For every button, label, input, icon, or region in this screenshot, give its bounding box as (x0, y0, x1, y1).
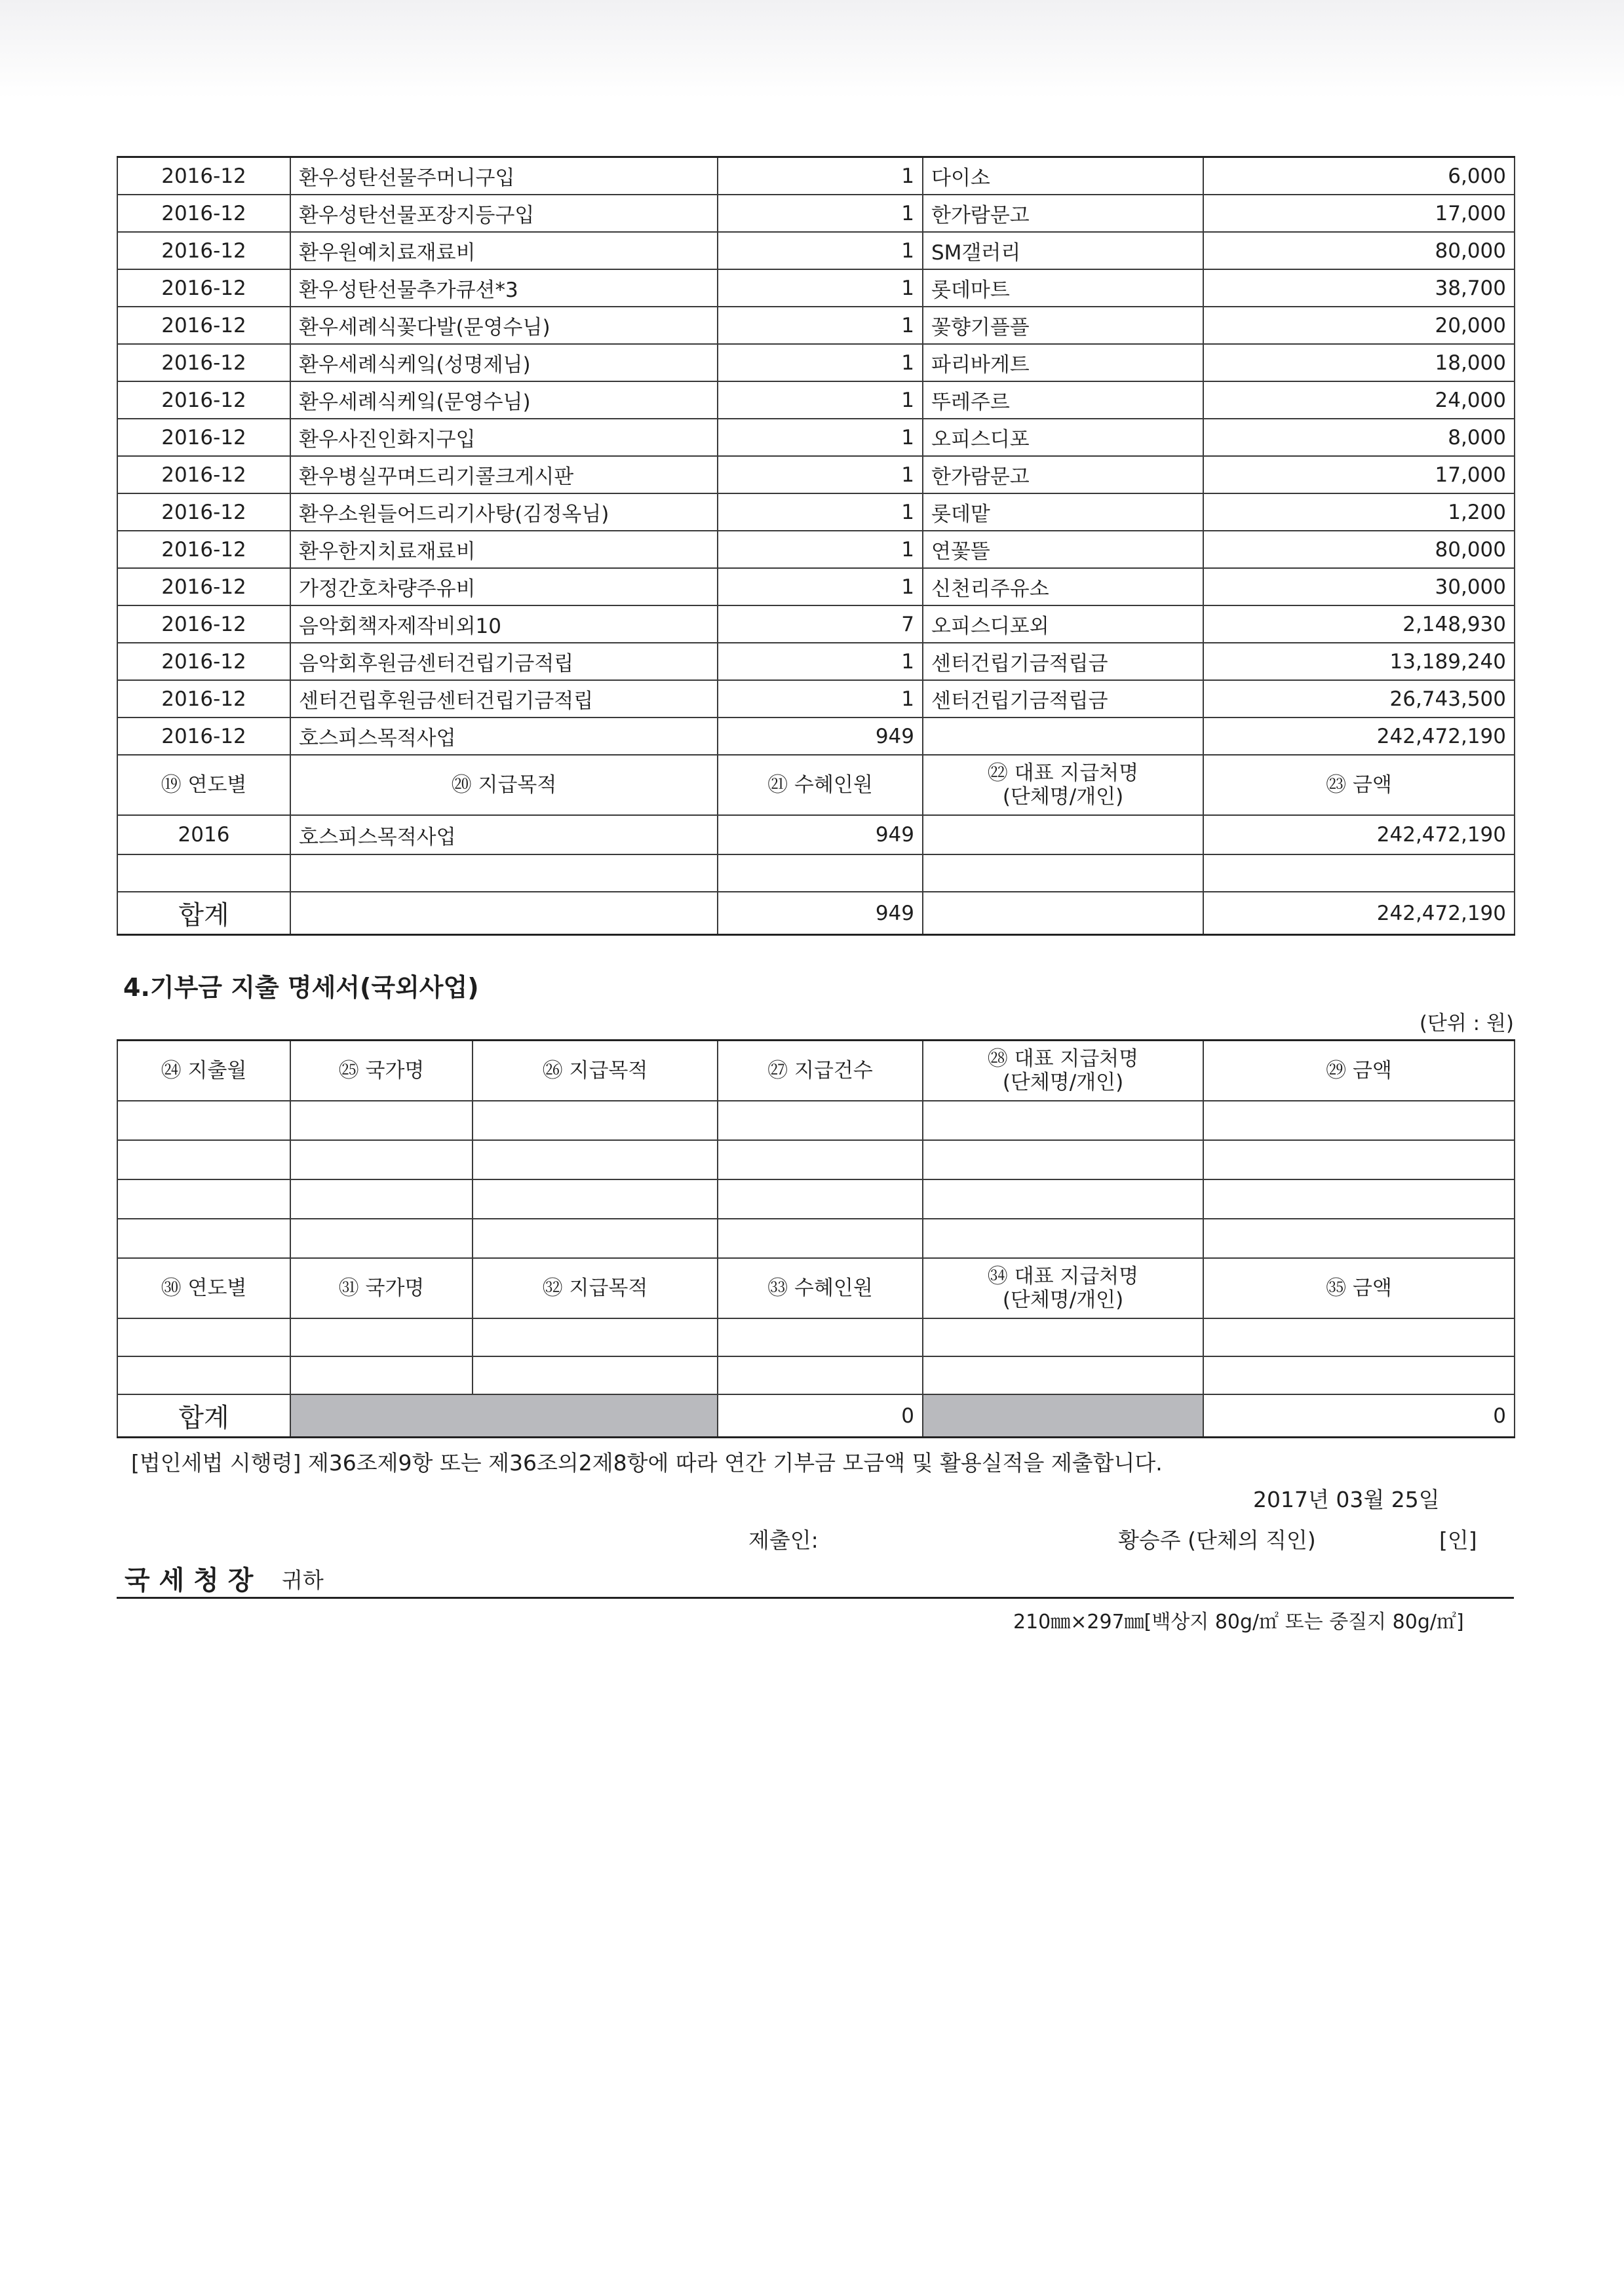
row-amount: 20,000 (1203, 307, 1515, 344)
header-beneficiaries: ㉝ 수혜인원 (718, 1258, 923, 1318)
row-count: 1 (718, 381, 923, 419)
row-count: 949 (718, 718, 923, 755)
row-payee: 한가람문고 (923, 456, 1203, 493)
row-payee: 파리바게트 (923, 344, 1203, 381)
row-amount: 18,000 (1203, 344, 1515, 381)
shaded-cell (923, 1394, 1203, 1438)
table-row (117, 344, 1515, 381)
header-year: ㉚ 연도별 (117, 1258, 290, 1318)
row-purpose: 환우성탄선물추가큐션*3 (290, 269, 718, 307)
header-beneficiaries: ㉑ 수혜인원 (718, 755, 923, 815)
header-expense-month: ㉔ 지출월 (117, 1041, 290, 1101)
total-row (117, 892, 1515, 935)
row-month: 2016-12 (117, 419, 290, 456)
row-amount: 30,000 (1203, 568, 1515, 605)
row-count: 1 (718, 680, 923, 718)
header-payee (923, 1258, 1203, 1318)
row-count: 1 (718, 307, 923, 344)
foreign-empty-row (117, 1219, 1515, 1258)
foreign-empty-row (117, 1179, 1515, 1219)
row-count: 1 (718, 269, 923, 307)
row-payee: 꽃향기플플 (923, 307, 1203, 344)
summary-row (117, 815, 1515, 854)
row-count: 1 (718, 195, 923, 232)
table-row (117, 381, 1515, 419)
foreign-summary-empty-row (117, 1318, 1515, 1356)
header-purpose: ㉜ 지급목적 (473, 1258, 718, 1318)
foreign-summary-empty-row (117, 1356, 1515, 1394)
addressee-honorific: 귀하 (282, 1567, 324, 1593)
row-purpose: 환우병실꾸며드리기콜크게시판 (290, 456, 718, 493)
unit-label: (단위 : 원) (1419, 1012, 1514, 1035)
row-payee: 다이소 (923, 157, 1203, 195)
row-purpose: 환우세례식케잌(문영수님) (290, 381, 718, 419)
summary-beneficiaries: 949 (718, 815, 923, 854)
header-amount: ㉟ 금액 (1203, 1258, 1515, 1318)
table-row (117, 195, 1515, 232)
row-month: 2016-12 (117, 456, 290, 493)
row-purpose: 호스피스목적사업 (290, 718, 718, 755)
row-month: 2016-12 (117, 344, 290, 381)
row-amount: 17,000 (1203, 456, 1515, 493)
summary-payee (923, 815, 1203, 854)
row-amount: 17,000 (1203, 195, 1515, 232)
row-payee: 뚜레주르 (923, 381, 1203, 419)
row-payee: 한가람문고 (923, 195, 1203, 232)
total-amount: 242,472,190 (1203, 892, 1515, 935)
table-row (117, 456, 1515, 493)
row-purpose: 환우사진인화지구입 (290, 419, 718, 456)
row-amount: 80,000 (1203, 531, 1515, 568)
table-row (117, 232, 1515, 269)
row-payee: 연꽃뜰 (923, 531, 1203, 568)
table-row (117, 643, 1515, 680)
row-amount: 80,000 (1203, 232, 1515, 269)
row-purpose: 음악회후원금센터건립기금적립 (290, 643, 718, 680)
row-amount: 38,700 (1203, 269, 1515, 307)
total-beneficiaries: 949 (718, 892, 923, 935)
row-purpose: 환우세례식케잌(성명제님) (290, 344, 718, 381)
row-amount: 13,189,240 (1203, 643, 1515, 680)
row-count: 1 (718, 157, 923, 195)
summary-empty-row (117, 854, 1515, 892)
paper-spec: 210㎜×297㎜[백상지 80g/㎡ 또는 중질지 80g/㎡] (1013, 1611, 1464, 1634)
row-month: 2016-12 (117, 195, 290, 232)
row-month: 2016-12 (117, 605, 290, 643)
row-purpose: 환우한지치료재료비 (290, 531, 718, 568)
foreign-expenditure-table (117, 1039, 1514, 1438)
header-country: ㉛ 국가명 (290, 1258, 473, 1318)
row-purpose: 가정간호차량주유비 (290, 568, 718, 605)
header-payee-line2: (단체명/개인) (1002, 1071, 1124, 1094)
foreign-empty-row (117, 1101, 1515, 1140)
row-month: 2016-12 (117, 531, 290, 568)
header-count: ㉗ 지급건수 (718, 1041, 923, 1101)
table-row (117, 307, 1515, 344)
row-amount: 242,472,190 (1203, 718, 1515, 755)
row-count: 7 (718, 605, 923, 643)
row-count: 1 (718, 643, 923, 680)
header-payee-line1: ㉒ 대표 지급처명 (987, 761, 1139, 785)
row-amount: 1,200 (1203, 493, 1515, 531)
header-payee-line2: (단체명/개인) (1002, 785, 1124, 809)
row-month: 2016-12 (117, 269, 290, 307)
total-amount: 0 (1203, 1394, 1515, 1438)
summary-year: 2016 (117, 815, 290, 854)
row-payee: 신천리주유소 (923, 568, 1203, 605)
addressee: 국 세 청 장 (125, 1565, 254, 1596)
summary-header-row (117, 755, 1515, 815)
seal-mark: [인] (1439, 1527, 1477, 1553)
row-purpose: 환우성탄선물주머니구입 (290, 157, 718, 195)
legal-statement: [법인세법 시행령] 제36조제9항 또는 제36조의2제8항에 따라 연간 기부금 모금액 및 활용실적을 제출합니다. (131, 1450, 1163, 1476)
row-month: 2016-12 (117, 718, 290, 755)
row-payee: 오피스디포외 (923, 605, 1203, 643)
header-payee (923, 1041, 1203, 1101)
row-payee: SM갤러리 (923, 232, 1203, 269)
row-count: 1 (718, 344, 923, 381)
table-row (117, 680, 1515, 718)
row-month: 2016-12 (117, 232, 290, 269)
section-4-title: 4.기부금 지출 명세서(국외사업) (123, 973, 479, 1002)
table-row (117, 419, 1515, 456)
header-payee-line1: ㉘ 대표 지급처명 (987, 1047, 1139, 1071)
row-payee: 센터건립기금적립금 (923, 680, 1203, 718)
header-country: ㉕ 국가명 (290, 1041, 473, 1101)
submitter-label: 제출인: (748, 1527, 819, 1553)
total-label: 합계 (117, 1394, 290, 1438)
row-payee: 오피스디포 (923, 419, 1203, 456)
row-amount: 6,000 (1203, 157, 1515, 195)
table-row (117, 568, 1515, 605)
table-row (117, 269, 1515, 307)
row-payee: 센터건립기금적립금 (923, 643, 1203, 680)
total-label: 합계 (117, 892, 290, 935)
header-payee-line1: ㉞ 대표 지급처명 (987, 1265, 1139, 1288)
expenditure-rows (117, 157, 1515, 756)
row-payee: 롯데마트 (923, 269, 1203, 307)
table-row (117, 531, 1515, 568)
row-purpose: 센터건립후원금센터건립기금적립 (290, 680, 718, 718)
row-count: 1 (718, 456, 923, 493)
row-purpose: 음악회책자제작비외10 (290, 605, 718, 643)
header-amount: ㉓ 금액 (1203, 755, 1515, 815)
header-purpose: ㉖ 지급목적 (473, 1041, 718, 1101)
header-amount: ㉙ 금액 (1203, 1041, 1515, 1101)
row-month: 2016-12 (117, 157, 290, 195)
header-payee (923, 755, 1203, 815)
table-row (117, 157, 1515, 195)
row-amount: 2,148,930 (1203, 605, 1515, 643)
submission-date: 2017년 03월 25일 (1253, 1487, 1440, 1512)
header-payee-line2: (단체명/개인) (1002, 1288, 1124, 1312)
table-row (117, 493, 1515, 531)
summary-amount: 242,472,190 (1203, 815, 1515, 854)
submitter-name: 황승주 (단체의 직인) (1118, 1527, 1316, 1553)
row-month: 2016-12 (117, 643, 290, 680)
row-month: 2016-12 (117, 680, 290, 718)
row-count: 1 (718, 531, 923, 568)
row-amount: 8,000 (1203, 419, 1515, 456)
row-month: 2016-12 (117, 568, 290, 605)
row-count: 1 (718, 568, 923, 605)
row-count: 1 (718, 419, 923, 456)
row-month: 2016-12 (117, 381, 290, 419)
foreign-total-row (117, 1394, 1515, 1438)
foreign-summary-header-row (117, 1258, 1515, 1318)
row-count: 1 (718, 493, 923, 531)
row-count: 1 (718, 232, 923, 269)
scan-shadow (0, 0, 1624, 98)
foreign-header-row (117, 1041, 1515, 1101)
summary-purpose: 호스피스목적사업 (290, 815, 718, 854)
row-payee: 롯데맡 (923, 493, 1203, 531)
row-payee (923, 718, 1203, 755)
table-row (117, 605, 1515, 643)
header-purpose: ⑳ 지급목적 (290, 755, 718, 815)
domestic-expenditure-table (117, 156, 1514, 936)
bottom-rule (117, 1597, 1514, 1599)
header-year: ⑲ 연도별 (117, 755, 290, 815)
row-amount: 26,743,500 (1203, 680, 1515, 718)
table-row (117, 718, 1515, 755)
row-purpose: 환우소원들어드리기사탕(김정옥님) (290, 493, 718, 531)
total-beneficiaries: 0 (718, 1394, 923, 1438)
row-month: 2016-12 (117, 493, 290, 531)
row-amount: 24,000 (1203, 381, 1515, 419)
row-purpose: 환우성탄선물포장지등구입 (290, 195, 718, 232)
shaded-cell (290, 1394, 718, 1438)
row-purpose: 환우원예치료재료비 (290, 232, 718, 269)
foreign-empty-row (117, 1140, 1515, 1179)
row-purpose: 환우세례식꽃다발(문영수님) (290, 307, 718, 344)
row-month: 2016-12 (117, 307, 290, 344)
